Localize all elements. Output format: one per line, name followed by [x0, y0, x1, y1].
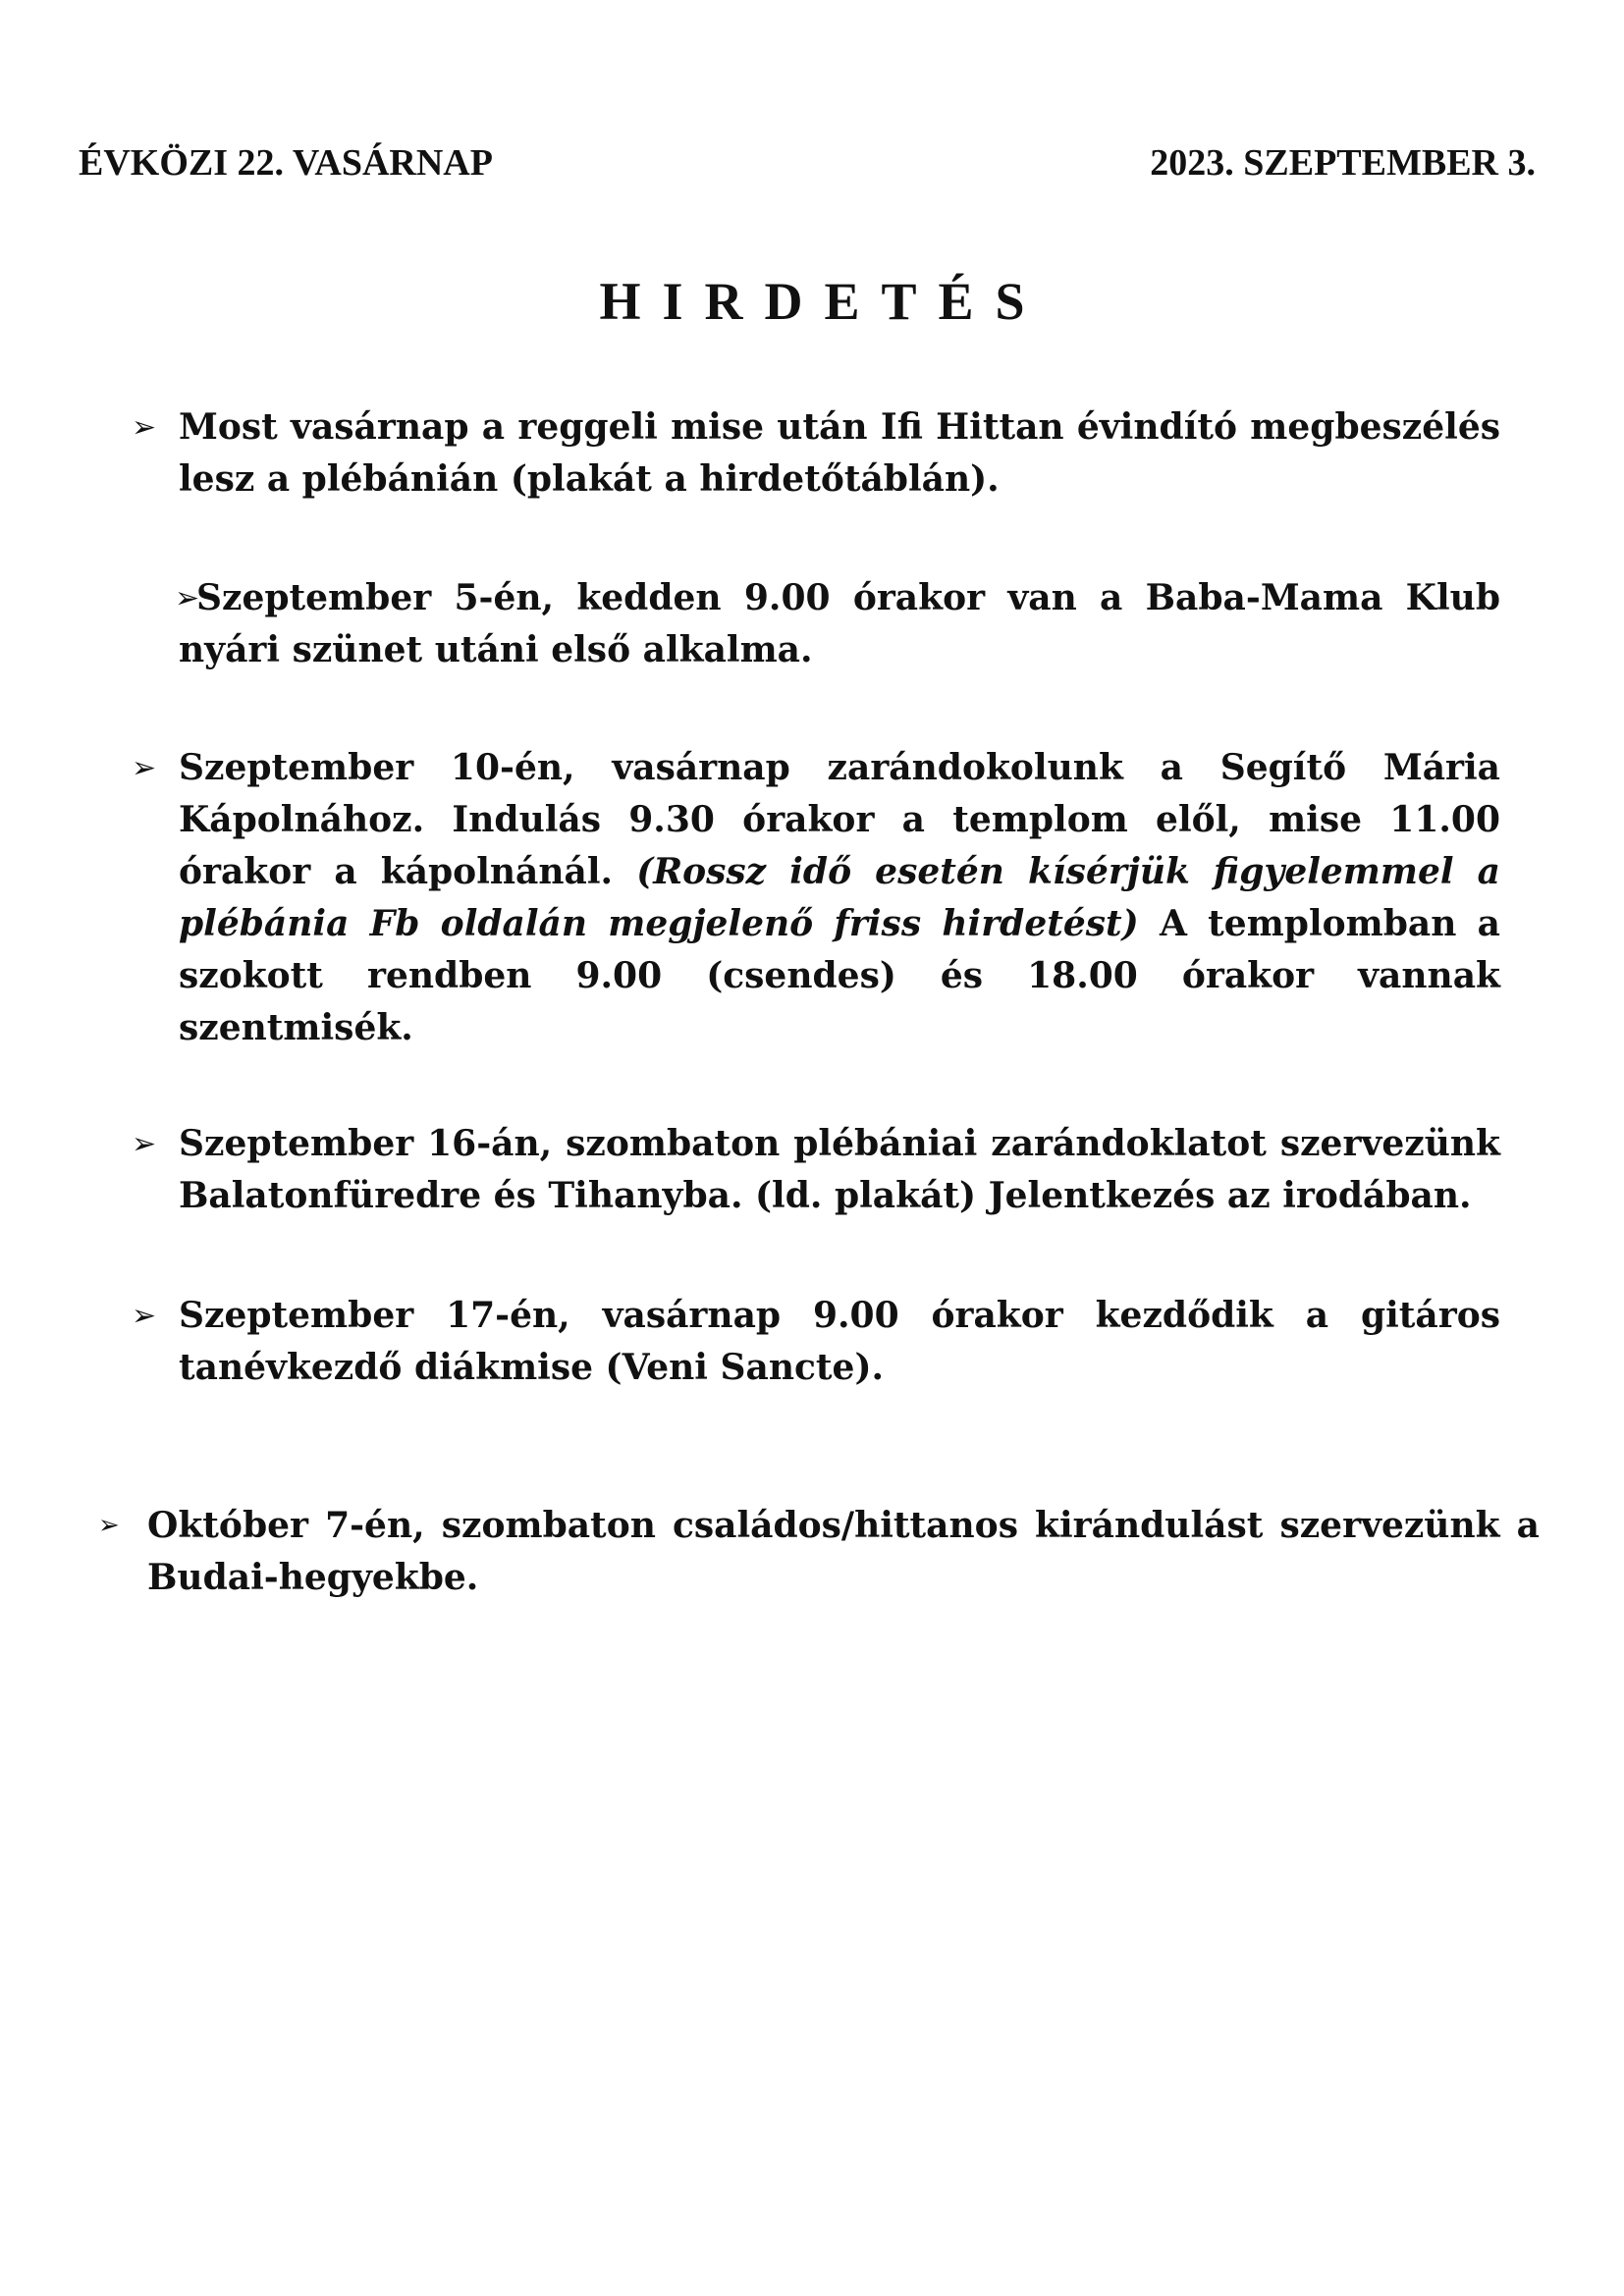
- announcement-text-part: Szeptember 10-én, vasárnap zarándokolunk a Segítő Mária Kápolnához. Indulás 9.30 órakor a templom elől, mise 11.00 órakor a kápolnánál.: [179, 747, 1500, 892]
- arrow-bullet-icon: ➢: [132, 1127, 157, 1161]
- arrow-bullet-icon: ➢: [132, 751, 157, 785]
- arrow-bullet-icon: ➢: [98, 1511, 120, 1540]
- announcement-italic-note: (Rossz idő esetén kísérjük figyelemmel a plébánia Fb oldalán megjelenő friss hirdetést): [179, 851, 1500, 944]
- arrow-bullet-icon: ➢: [132, 410, 157, 445]
- arrow-bullet-icon: ➢: [132, 1299, 157, 1333]
- announcement-item: [132, 742, 1500, 1054]
- announcement-text: Október 7-én, szombaton családos/hittanos kirándulást szervezünk a Budai-hegyekbe.: [147, 1505, 1540, 1598]
- header-date: 2023. SZEPTEMBER 3.: [1150, 142, 1536, 184]
- page-title: HIRDETÉS: [599, 272, 1047, 331]
- announcement-item: [98, 1500, 1540, 1604]
- announcement-item: [132, 1118, 1500, 1222]
- header-liturgical-day: ÉVKÖZI 22. VASÁRNAP: [79, 142, 493, 184]
- announcement-text: [179, 747, 1500, 1048]
- announcement-text: Szeptember 5-én, kedden 9.00 órakor van a Baba-Mama Klub nyári szünet utáni első alkalma.: [179, 577, 1500, 670]
- announcement-item: [175, 572, 1500, 676]
- announcement-text: Szeptember 16-án, szombaton plébániai zarándoklatot szervezünk Balatonfüredre és Tihanyba. (ld. plakát) Jelentkezés az irodában.: [179, 1123, 1500, 1216]
- announcement-text: Most vasárnap a reggeli mise után Ifi Hittan évindító megbeszélés lesz a plébánián (plakát a hirdetőtáblán).: [179, 406, 1500, 500]
- announcement-item: [132, 1290, 1500, 1394]
- announcement-item: [132, 401, 1500, 506]
- announcement-text: Szeptember 17-én, vasárnap 9.00 órakor kezdődik a gitáros tanévkezdő diákmise (Veni Sancte).: [179, 1295, 1500, 1388]
- arrow-bullet-icon: ➢: [175, 581, 200, 615]
- announcement-text-part: A templomban a szokott rendben 9.00 (csendes) és 18.00 órakor vannak szentmisék.: [179, 903, 1500, 1048]
